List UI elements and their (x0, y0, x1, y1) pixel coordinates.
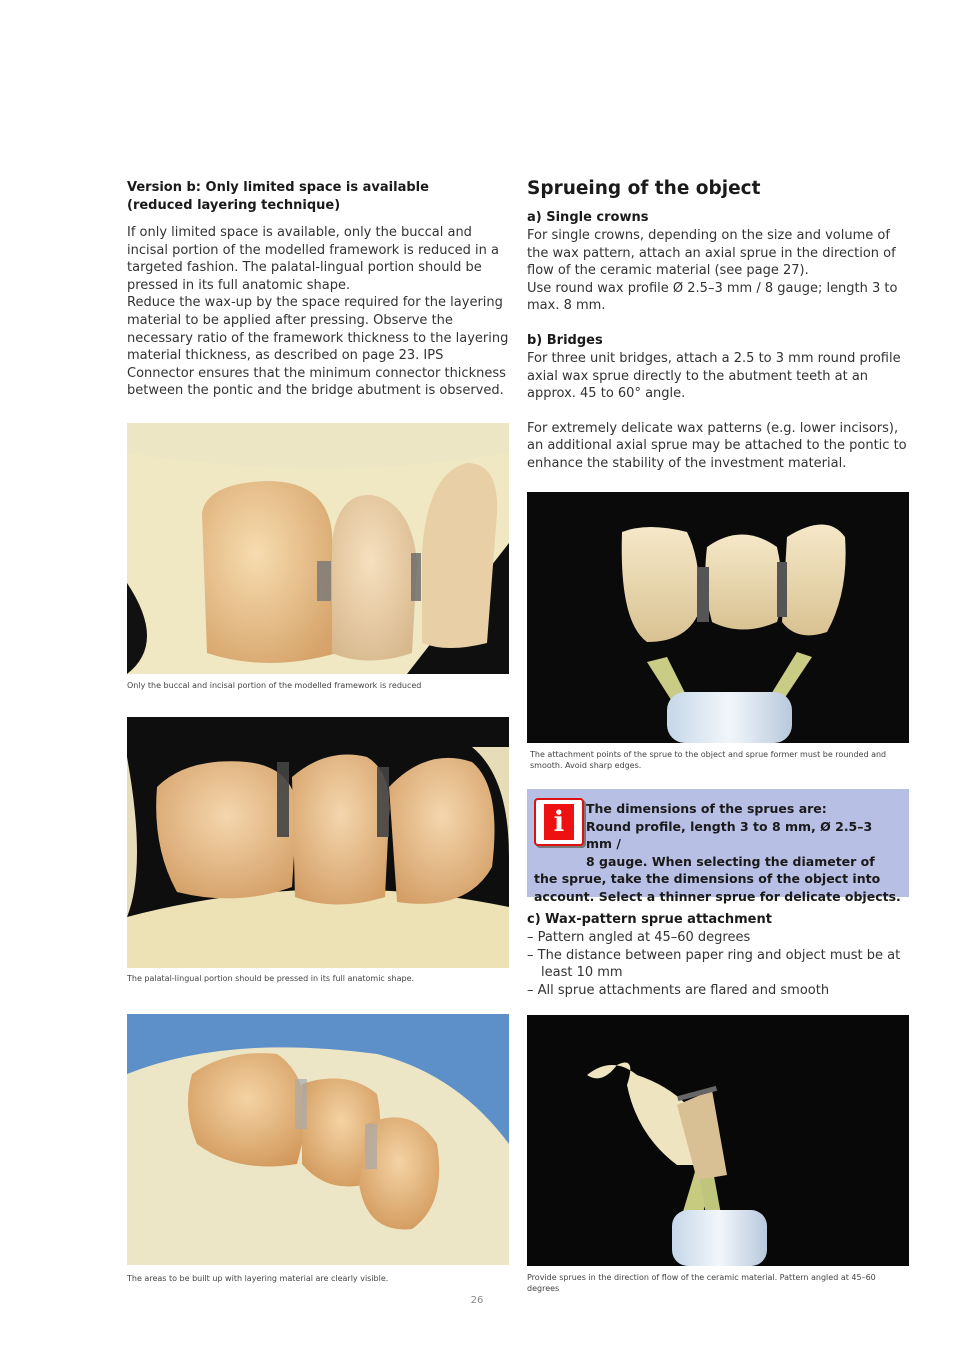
photo-reduced-framework (127, 423, 509, 674)
info-line-3: 8 gauge. When selecting the diameter of the sprue, take the dimensions of the object into account. Select a thinner sprue for delicate objects. (534, 853, 901, 904)
left-heading-line1: Version b: Only limited space is available (127, 180, 429, 195)
info-line-1: The dimensions of the sprues are: (586, 801, 827, 816)
section-title: Sprueing of the object (527, 178, 761, 199)
caption-photo-1: Only the buccal and incisal portion of the modelled framework is reduced (127, 681, 422, 690)
caption-photo-5: Provide sprues in the direction of flow of the ceramic material. Pattern angled at 45–60 degrees (527, 1273, 876, 1293)
bridges-heading: b) Bridges (527, 332, 603, 348)
bridges-text-2: For extremely delicate wax patterns (e.g. lower incisors), an additional axial sprue may be attached to the pontic to enhance the stability of the investment material. (527, 420, 907, 471)
sprue-attachment-section (527, 911, 909, 999)
info-text (534, 800, 902, 906)
info-icon: i (534, 798, 584, 846)
info-line-2: Round profile, length 3 to 8 mm, Ø 2.5–3 mm / (586, 818, 873, 852)
left-paragraph-2: Reduce the wax-up by the space required for the layering material to be applied after pressing. Observe the necessary ratio of the framework thickness to the layering material thickness, as described on page 23. IPS Connector ensures that the minimum connector thickness between the pontic and the bridge abutment is observed. (127, 295, 509, 399)
list-item: – Pattern angled at 45–60 degrees (527, 929, 909, 947)
single-crowns-text-2: Use round wax profile Ø 2.5–3 mm / 8 gauge; length 3 to max. 8 mm. (527, 280, 898, 314)
caption-photo-2: The palatal-lingual portion should be pressed in its full anatomic shape. (127, 974, 415, 983)
list-item: – The distance between paper ring and object must be at least 10 mm (527, 947, 909, 982)
bridges-text-1: For three unit bridges, attach a 2.5 to 3 mm round profile axial wax sprue directly to the abutment teeth at an approx. 45 to 60° angle. (527, 350, 901, 402)
photo-layering-areas (127, 1014, 509, 1265)
sprue-attachment-list (527, 929, 909, 999)
left-column (127, 179, 509, 400)
photo-palatal-lingual (127, 717, 509, 968)
info-box (527, 789, 909, 904)
left-paragraph-1: If only limited space is available, only the buccal and incisal portion of the modelled framework is reduced in a targeted fashion. The palatal-lingual portion should be pressed in its full anatomic shape. (127, 225, 499, 293)
left-heading-line2: (reduced layering technique) (127, 198, 341, 213)
single-crowns-heading: a) Single crowns (527, 210, 649, 225)
page-number: 26 (470, 1295, 484, 1306)
right-column (527, 178, 909, 473)
caption-photo-4: The attachment points of the sprue to the object and sprue former must be rounded and smooth. Avoid sharp edges. (530, 750, 887, 770)
photo-sprued-bridge (527, 492, 909, 743)
sprue-attachment-heading: c) Wax-pattern sprue attachment (527, 912, 772, 927)
photo-sprue-direction (527, 1015, 909, 1266)
list-item: – All sprue attachments are flared and smooth (527, 982, 909, 1000)
caption-photo-3: The areas to be built up with layering material are clearly visible. (127, 1274, 389, 1283)
single-crowns-text-1: For single crowns, depending on the size and volume of the wax pattern, attach an axial sprue in the direction of flow of the ceramic material (see page 27). (527, 228, 896, 279)
